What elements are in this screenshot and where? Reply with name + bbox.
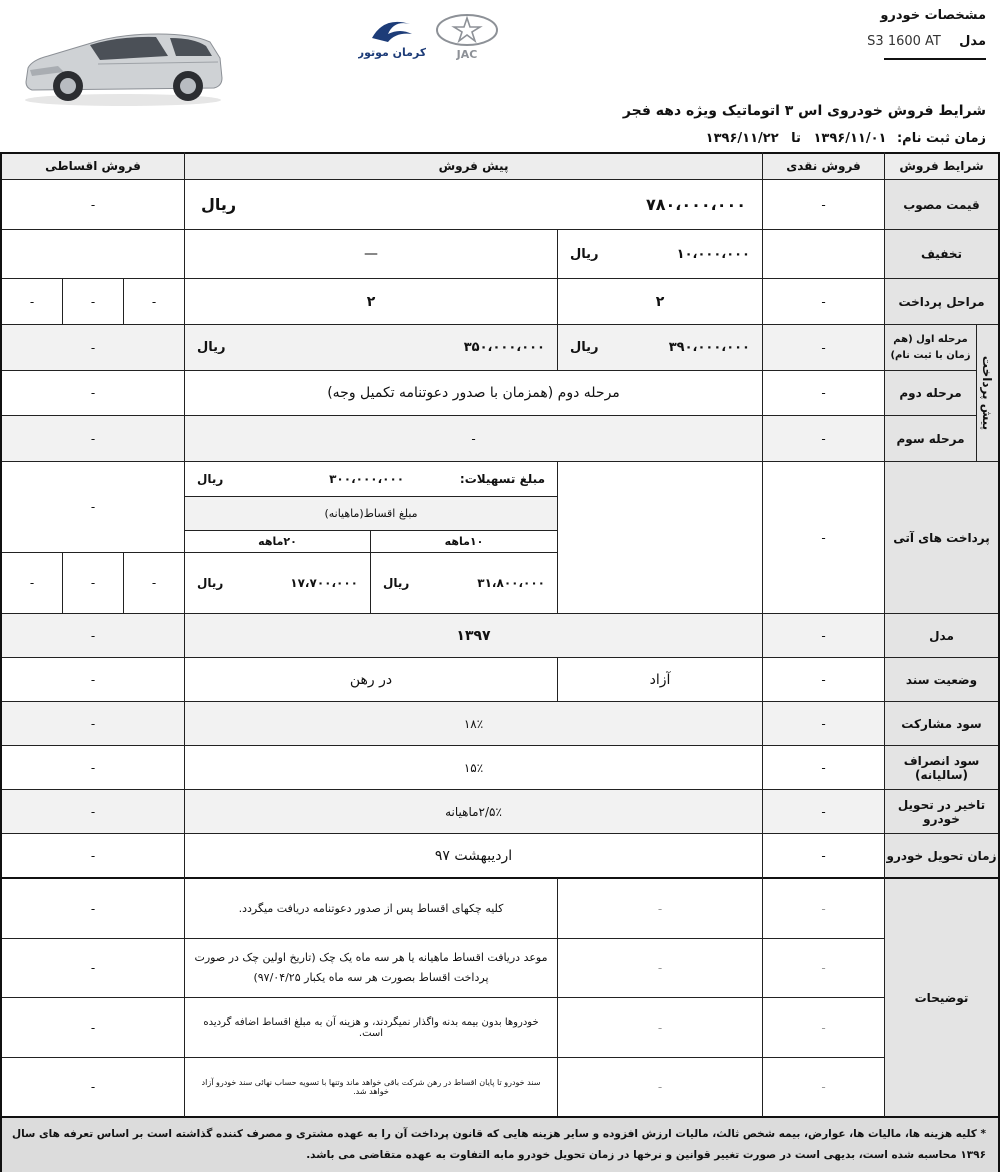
cash-payment-stages: - [821,294,826,309]
presale-delivery-time: اردیبهشت ۹۷ [434,847,513,864]
presale-participation-profit: ۱۸٪ [463,716,484,731]
col-cash: فروش نقدی [786,159,861,173]
cash-note-2: - [821,961,826,975]
presale-approved-price [185,180,762,229]
cash-note-3: - [821,1020,826,1035]
registration-line [706,131,986,146]
presale-stage-one-right [558,325,762,370]
inst-approved-price: - [90,197,96,212]
stage-one-right-currency: ریال [570,340,599,355]
inst-note-1: - [90,901,96,916]
grid-line [557,461,558,613]
inst-future-c: - [29,576,35,590]
cash-participation-profit: - [821,716,826,731]
presale-cancellation-profit: ۱۵٪ [463,760,484,775]
approved-price-currency: ریال [201,195,237,214]
car-image [18,20,228,110]
presale-stages-right: ۲ [655,293,665,310]
dealer-logo-text: کرمان موتور [358,46,426,59]
model-value: S3 1600 AT [867,34,941,49]
note-item-2: موعد دریافت اقساط ماهیانه یا هر سه ماه یک چک (تاریخ اولین چک در صورت پرداخت اقساط بصورت هر سه ماه یکبار ۹۷/۰۴/۲۵) [194,951,548,984]
specs-title: مشخصات خودرو [880,8,986,23]
col-installment: فروش اقساطی [45,159,141,173]
cash-cancellation-profit: - [821,760,826,775]
presale-discount-left: — [364,246,378,262]
cash-stage-one: - [821,340,826,355]
inst-stages-a: - [151,294,157,309]
discount-currency: ریال [570,246,599,262]
label-discount: تخفیف [921,247,962,261]
label-delivery-delay: تاخیر در تحویل خودرو [897,797,986,826]
label-model: مدل [929,628,954,643]
cash-note-4: - [821,1080,826,1094]
label-stage-one: مرحله اول (هم زمان با ثبت نام) [890,333,971,361]
label-stage-three: مرحله سوم [896,431,965,446]
approved-price-value: ۷۸۰،۰۰۰،۰۰۰ [645,195,746,214]
cash-document-status: - [821,672,826,687]
model-label: مدل [959,34,986,49]
cash-delivery-time: - [821,848,826,863]
label-participation-profit: سود مشارکت [901,716,982,731]
presale-document-right: آزاد [649,671,671,688]
cash-delivery-delay: - [821,804,826,819]
cash-stage-two: - [821,386,826,400]
presale-stages-left: ۲ [366,293,376,310]
note-item-3: خودروها بدون بیمه بدنه واگذار نمیگردند، و هزینه آن به مبلغ اقساط اضافه گردیده است. [203,1016,539,1039]
registration-label: زمان ثبت نام: [896,131,986,146]
installment-20-amount [185,553,370,613]
cash-note-1: - [821,901,826,916]
label-down-payment-side [977,325,998,461]
stage-one-left-value: ۳۵۰،۰۰۰،۰۰۰ [463,340,545,355]
inst-delivery-time: - [90,848,96,863]
inst-stage-two: - [90,386,96,400]
stage-one-right-value: ۳۹۰،۰۰۰،۰۰۰ [668,340,750,355]
cash-approved-price: - [821,197,826,212]
grid-line [0,1116,1000,1118]
note-right-4: - [657,1080,663,1094]
inst-document-status: - [90,672,96,687]
facility-amount [185,462,557,496]
presale-stage-one-left [185,325,557,370]
inst-cancellation-profit: - [90,760,96,775]
facility-value: ۳۰۰،۰۰۰،۰۰۰ [329,472,405,486]
jac-logo-text: JAC [456,48,478,60]
note-right-3: - [657,1020,663,1035]
col-conditions: شرایط فروش [899,159,984,173]
installment-10-amount [371,553,557,613]
registration-to: ۱۳۹۶/۱۱/۲۲ [705,131,779,146]
inst-model: - [90,628,96,643]
inst-stages-b: - [90,294,96,309]
sale-title: شرایط فروش خودروی اس ۳ اتوماتیک ویژه دهه فجر [622,103,986,119]
inst-stages-c: - [29,294,35,309]
note-item-1: کلیه چکهای اقساط پس از صدور دعوتنامه دریافت میگردد. [238,902,504,915]
label-document-status: وضعیت سند [905,672,978,687]
presale-discount-right [558,230,762,278]
cash-model: - [821,628,826,643]
cash-stage-three: - [821,431,826,446]
cash-future-payments: - [821,530,826,545]
label-notes: توضیحات [914,990,969,1005]
presale-stage-two: مرحله دوم (همزمان با صدور دعوتنامه تکمیل وجه) [327,385,620,401]
inst-note-2: - [90,961,96,975]
presale-stage-three: - [471,431,476,446]
inst-stage-three: - [90,431,96,446]
note-right-1: - [657,901,663,916]
label-stage-two: مرحله دوم [899,386,962,400]
label-future-payments: پرداخت های آتی [893,530,990,545]
inst-note-3: - [90,1020,96,1035]
presale-document-left: در رهن [349,671,393,688]
inst-note-4: - [90,1080,96,1094]
side-label-text: پیش پرداخت [980,355,995,431]
dealer-logo [358,14,426,60]
stage-one-left-currency: ریال [197,340,226,355]
col-presale: پیش فروش [438,159,509,173]
installment-10-currency: ریال [383,576,410,590]
inst-future-b: - [90,576,96,590]
discount-value: ۱۰،۰۰۰،۰۰۰ [676,246,750,262]
inst-stage-one: - [90,340,96,355]
installment-20-value: ۱۷،۷۰۰،۰۰۰ [290,576,358,590]
facility-label: مبلغ تسهیلات: [459,472,545,486]
installment-20-currency: ریال [197,576,224,590]
label-delivery-time: زمان تحویل خودرو [886,848,997,863]
note-item-4: سند خودرو تا پایان اقساط در رهن شرکت باقی خواهد ماند وتنها با تسویه حساب نهائی سند خودرو آزاد خواهد شد. [201,1078,541,1096]
inst-future-a: - [151,576,157,590]
inst-future-top: - [90,500,96,514]
label-approved-price: قیمت مصوب [903,197,980,212]
label-payment-stages: مراحل پرداخت [898,294,985,309]
footnote: * کلیه هزینه ها، مالیات ها، عوارض، بیمه شخص ثالث، مالیات ارزش افزوده و سایر هزینه هایی که قانون پرداخت آن را به عهده مشتری و مصرف کننده گذاشته است بر اساس تعرفه های سال ۱۳۹۶ محاسبه شده است، بدیهی است در صورت تغییر قوانین و نرخها در زمان تحویل خودرو مابه التفاوت به عهده متقاضی می باشد. [11,1128,986,1161]
facility-currency: ریال [197,472,224,486]
registration-to-word: تا [791,131,801,146]
presale-model: ۱۳۹۷ [456,627,491,644]
presale-delivery-delay: ۲/۵٪ماهیانه [445,804,502,819]
specs-divider [884,58,986,60]
inst-participation-profit: - [90,716,96,731]
model-row [867,34,986,49]
term-10-months: ۱۰ماهه [444,535,484,548]
note-right-2: - [657,961,663,975]
label-cancellation-profit: سود انصراف (سالیانه) [903,753,980,782]
inst-delivery-delay: - [90,804,96,819]
monthly-installment-label: مبلغ اقساط(ماهیانه) [324,507,418,520]
jac-logo [434,12,500,60]
registration-from: ۱۳۹۶/۱۱/۰۱ [813,131,887,146]
installment-10-value: ۳۱،۸۰۰،۰۰۰ [477,576,545,590]
term-20-months: ۲۰ماهه [258,535,297,548]
